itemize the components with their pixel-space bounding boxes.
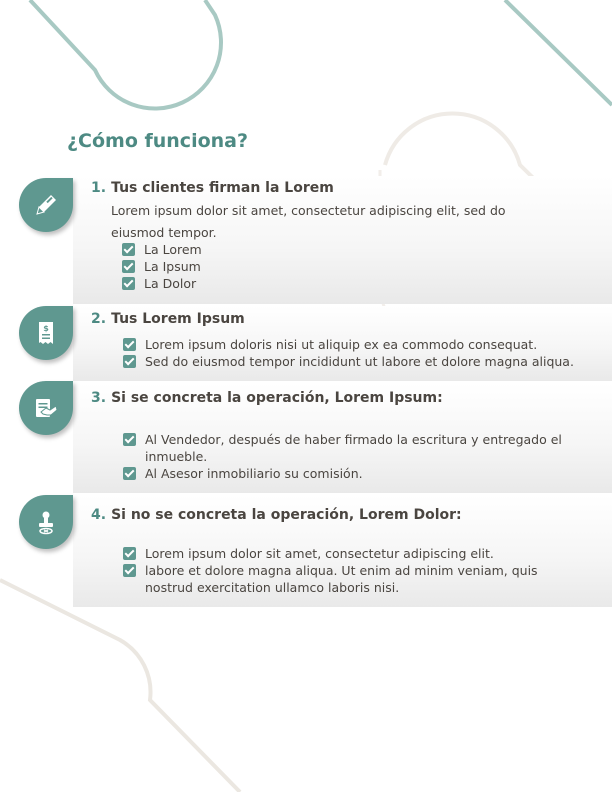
checklist xyxy=(123,336,603,370)
list-item xyxy=(123,353,603,370)
step-4 xyxy=(0,495,612,607)
step-3 xyxy=(0,383,612,493)
step-number: 2. xyxy=(91,311,107,327)
item-text: La Dolor xyxy=(144,276,197,291)
step-title: Tus clientes firman la Lorem xyxy=(111,180,334,196)
item-text: Lorem ipsum doloris nisi ut aliquip ex ea commodo consequat. xyxy=(145,337,538,352)
item-text: labore et dolore magna aliqua. Ut enim ad minim veniam, quis nostrud exercitation ullamco laboris nisi. xyxy=(145,563,538,595)
list-item xyxy=(122,258,582,275)
list-item xyxy=(122,275,582,292)
check-icon xyxy=(123,564,136,577)
check-icon xyxy=(123,467,136,480)
checklist xyxy=(123,545,563,596)
checklist xyxy=(122,241,582,292)
check-icon xyxy=(122,260,135,273)
list-item xyxy=(123,545,563,562)
svg-text:$: $ xyxy=(43,324,49,333)
list-item xyxy=(123,336,603,353)
step-number: 3. xyxy=(91,390,107,406)
item-text: Al Asesor inmobiliario su comisión. xyxy=(145,466,363,481)
item-text: Lorem ipsum dolor sit amet, consectetur adipiscing elit. xyxy=(145,546,494,561)
step-1 xyxy=(0,176,612,304)
check-icon xyxy=(122,277,135,290)
check-icon xyxy=(123,547,136,560)
receipt-icon xyxy=(19,306,73,360)
check-icon xyxy=(122,243,135,256)
list-item xyxy=(123,465,593,482)
pen-icon xyxy=(19,178,73,232)
list-item xyxy=(123,431,593,465)
step-number: 4. xyxy=(91,507,107,523)
check-icon xyxy=(123,338,136,351)
step-number: 1. xyxy=(91,180,107,196)
item-text: La Lorem xyxy=(144,242,202,257)
check-icon xyxy=(123,355,136,368)
step-2 xyxy=(0,306,612,381)
list-item xyxy=(122,241,582,258)
handshake-icon xyxy=(19,381,73,435)
checklist xyxy=(123,431,593,482)
page-title: ¿Cómo funciona? xyxy=(67,130,249,152)
check-icon xyxy=(123,433,136,446)
item-text: Al Vendedor, después de haber firmado la escritura y entregado el inmueble. xyxy=(145,432,562,464)
item-text: La Ipsum xyxy=(144,259,201,274)
item-text: Sed do eiusmod tempor incididunt ut labore et dolore magna aliqua. xyxy=(145,354,574,369)
list-item xyxy=(123,562,563,596)
step-title: Si se concreta la operación, Lorem Ipsum: xyxy=(111,390,443,406)
step-title: Si no se concreta la operación, Lorem Dolor: xyxy=(111,507,462,523)
stamp-icon xyxy=(19,495,73,549)
step-title: Tus Lorem Ipsum xyxy=(111,311,245,327)
step-description: Lorem ipsum dolor sit amet, consectetur adipiscing elit, sed do eiusmod tempor. xyxy=(111,203,506,240)
